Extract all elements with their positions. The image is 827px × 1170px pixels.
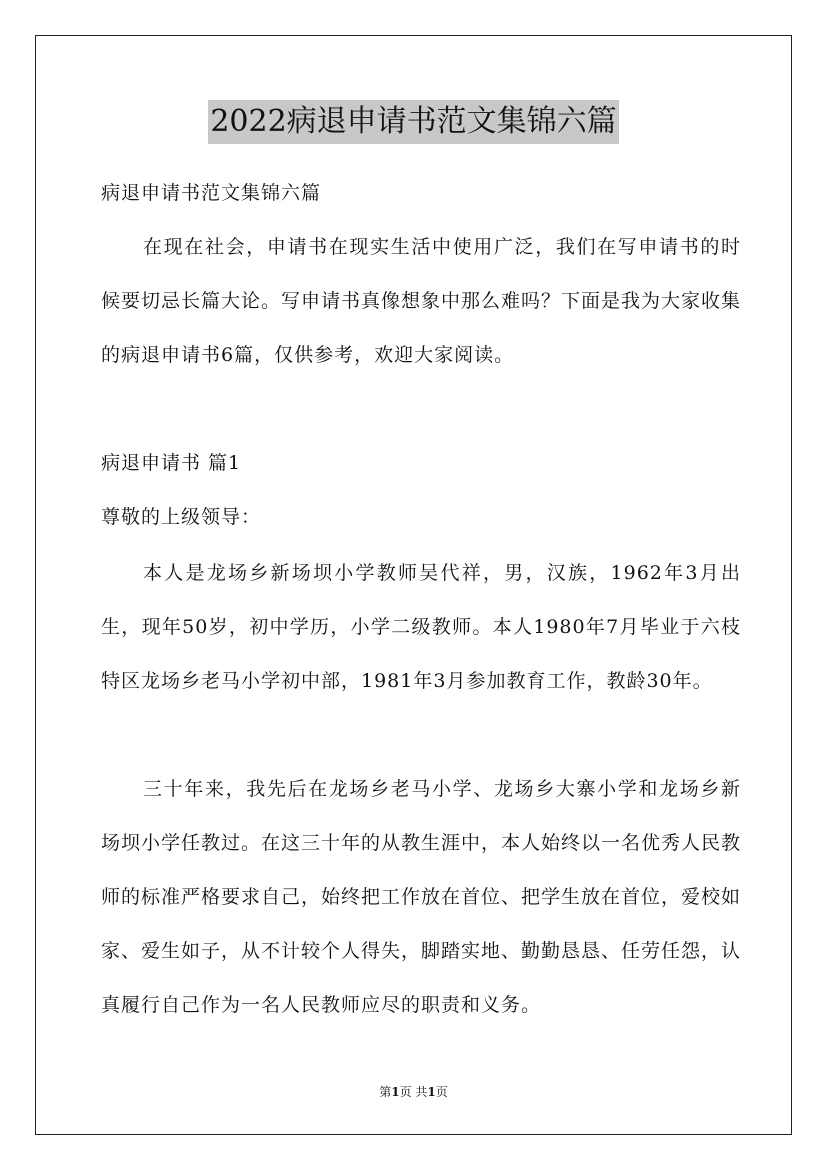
document-title: 2022病退申请书范文集锦六篇 (208, 100, 618, 144)
footer-page-total: 1 (427, 1085, 436, 1099)
body-paragraph-2: 三十年来，我先后在龙场乡老马小学、龙场乡大寨小学和龙场乡新场坝小学任教过。在这三十年的从教生涯中，本人始终以一名优秀人民教师的标准严格要求自己，始终把工作放在首位、把学生放在首位，爱校如家、爱生如子，从不计较个人得失，脚踏实地、勤勤恳恳、任劳任怨，认真履行自己作为一名人民教师应尽的职责和义务。 (101, 778, 742, 1016)
footer-page-mid: 页 共 (399, 1085, 428, 1099)
salutation: 尊敬的上级领导： (101, 506, 262, 528)
document-subtitle: 病退申请书范文集锦六篇 (101, 182, 322, 204)
title-container (0, 100, 827, 144)
page-footer (0, 1084, 827, 1100)
body-paragraph-1: 本人是龙场乡新场坝小学教师吴代祥，男，汉族，1962年3月出生，现年50岁，初中学历，小学二级教师。本人1980年7月毕业于六枝特区龙场乡老马小学初中部，1981年3月参加教育工作，教龄30年。 (101, 562, 741, 692)
section-heading: 病退申请书 篇1 (101, 452, 242, 474)
footer-page-prefix: 第 (379, 1085, 392, 1099)
intro-paragraph: 在现在社会，申请书在现实生活中使用广泛，我们在写申请书的时候要切忌长篇大论。写申请书真像想象中那么难吗？下面是我为大家收集的病退申请书6篇，仅供参考，欢迎大家阅读。 (101, 236, 742, 366)
footer-page-number: 1 (391, 1085, 400, 1099)
footer-page-suffix: 页 (435, 1085, 448, 1099)
